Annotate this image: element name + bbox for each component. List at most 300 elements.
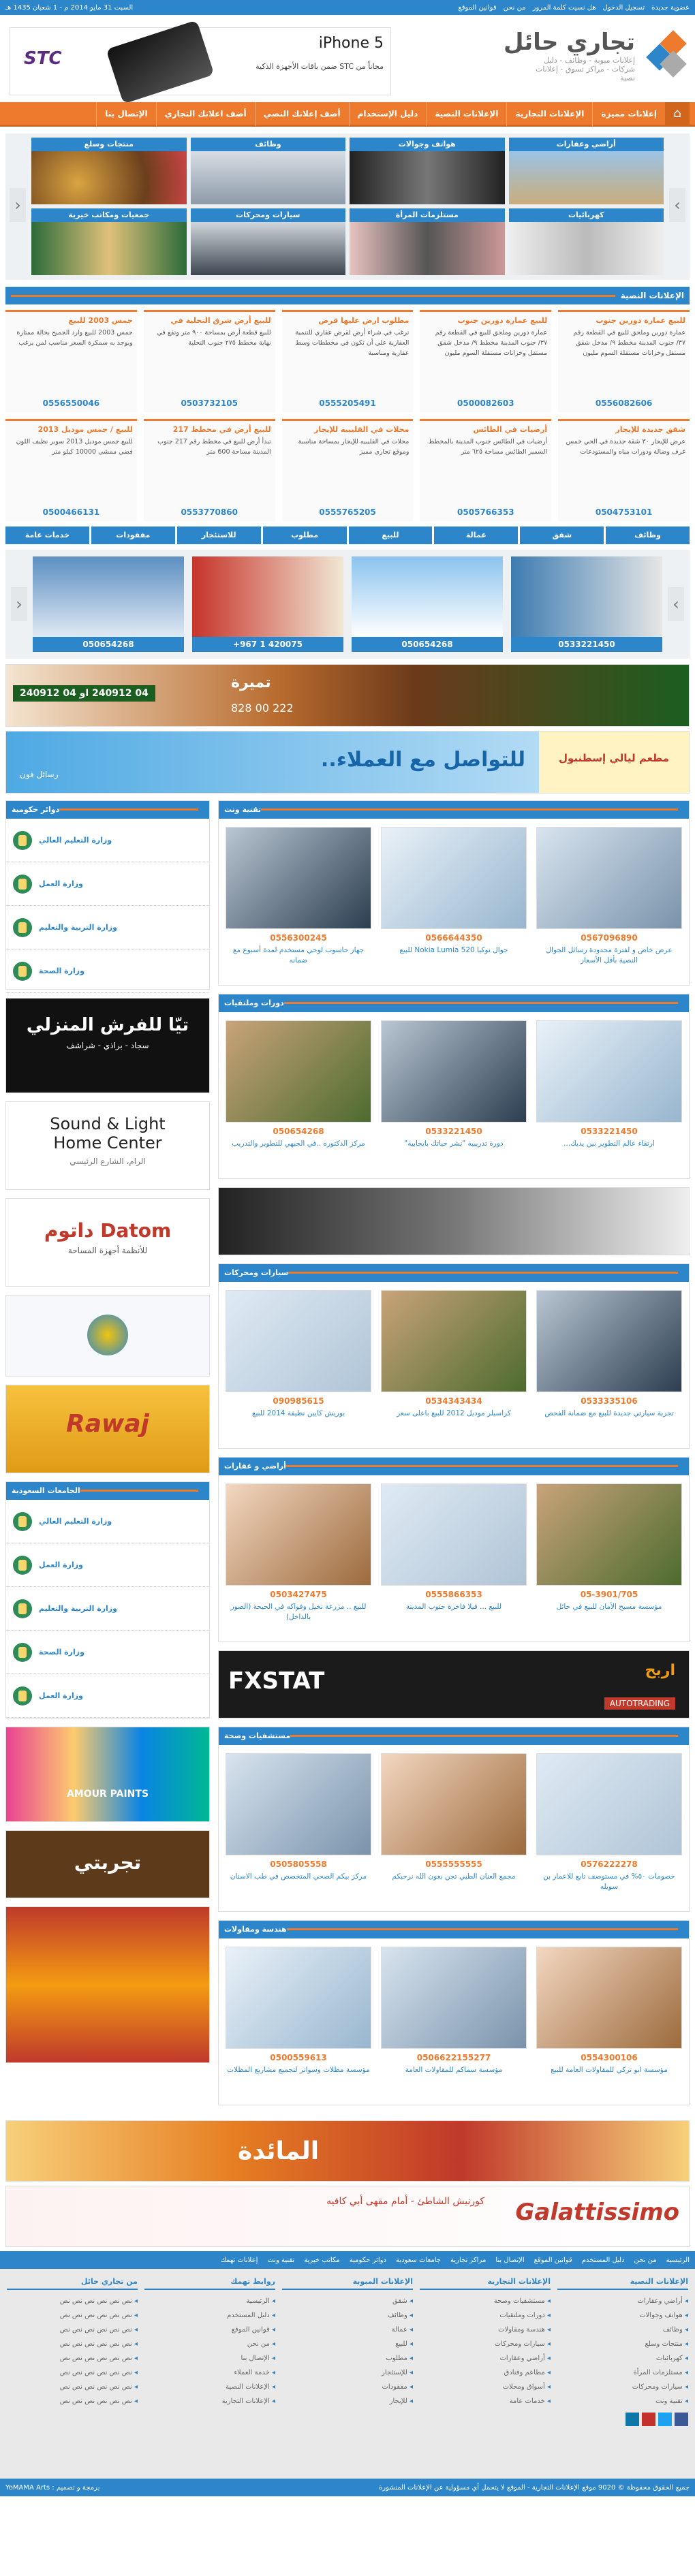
jobs-image-icon (191, 151, 346, 204)
product-image-icon (381, 1290, 527, 1392)
main-nav (0, 102, 695, 127)
product-phone: 050654268 (273, 1127, 324, 1136)
ministry-item[interactable]: وزارة التعليم العالي (6, 819, 209, 862)
footer-link[interactable]: ◂ للبيع (282, 2337, 413, 2351)
section-box (218, 1263, 690, 1449)
datom-ad[interactable]: Datom داتوم للأنظمة أجهزة المساحة (5, 1198, 210, 1287)
universities-box: الجامعات السعودية وزارة التعليم العالي وزارة العمل وزارة التربية والتعليم وزارة الصحة وزارة العمل (5, 1481, 210, 1718)
category-real-estate[interactable]: أراضي وعقارات (509, 138, 664, 204)
emblem-icon (13, 1643, 32, 1662)
maida-banner[interactable]: المائدة (5, 2120, 690, 2182)
emblem-icon (13, 1686, 32, 1706)
sms-banner-sub: رسائل فون (20, 770, 59, 779)
tab-lost[interactable]: مفقودات (91, 527, 175, 544)
footer-link[interactable]: ◂ نص نص نص نص نص نص (7, 2337, 138, 2351)
text-ad-card[interactable] (144, 419, 275, 521)
emblem-icon (13, 918, 32, 937)
product-title: مؤسسة سماكم للمقاولات العامة (405, 2066, 503, 2074)
nav-contact[interactable]: الإتصال بنا (96, 101, 155, 126)
thumb-item[interactable]: 0533221450 (511, 556, 662, 652)
about-link[interactable]: من نحن (503, 3, 526, 12)
bakery-phone: 04 240912 او 04 240912 (13, 685, 155, 702)
footer-nav-link[interactable]: تقنية ونت (267, 2256, 295, 2264)
text-ad-card[interactable] (282, 419, 414, 521)
gelato-banner[interactable]: Galattissimo كورنيش الشاطئ - أمام مقهى أبي كافيه (5, 2186, 690, 2247)
footer-nav-link[interactable]: الرئيسية (666, 2256, 690, 2264)
ad-desc: ترغب في شراء أرض لقرض عقاري للتنمية العقارية علي أن تكون في مخططات وسط عقارية ومناسبة (295, 329, 410, 357)
footer-link[interactable]: ◂ الإتصال بنا (144, 2351, 275, 2366)
fxstat-banner[interactable] (218, 1650, 690, 1718)
product-image-icon (226, 827, 371, 929)
product-card[interactable] (536, 827, 682, 977)
product-phone: 0503427475 (270, 1590, 327, 1599)
classified-tabs (5, 527, 690, 544)
ad-title: للبيع أرض في مخطط 217 (172, 425, 271, 434)
category-electronics[interactable]: كهربائيات (509, 208, 664, 275)
fxstat-name: FXSTAT (228, 1667, 325, 1695)
category-cars[interactable]: سيارات ومحركات (191, 208, 346, 275)
site-logo[interactable] (504, 29, 685, 82)
twitter-icon[interactable] (658, 2413, 672, 2426)
ad-title: أرضيات في الطائس (473, 425, 548, 434)
sidebar (5, 800, 210, 2114)
product-card[interactable] (226, 1290, 371, 1440)
university-item[interactable]: وزارة التربية والتعليم (6, 1587, 209, 1631)
footer-column-title: روابط تهمك (144, 2277, 275, 2290)
product-card[interactable] (226, 827, 371, 977)
product-image-icon (226, 1947, 371, 2049)
ministry-item[interactable]: وزارة التربية والتعليم (6, 906, 209, 949)
footer-link[interactable]: ◂ مطاعم وفنادق (420, 2366, 551, 2380)
header (0, 15, 695, 102)
charity-image-icon (31, 222, 187, 275)
text-ad-card[interactable] (420, 419, 551, 521)
product-image-icon (226, 1753, 371, 1855)
product-image-icon (226, 1483, 371, 1586)
furniture-ad[interactable]: تيّا للفرش المنزلي سجاد - براذي - شراشف (5, 998, 210, 1093)
product-phone: 0576222278 (581, 1859, 638, 1869)
section-title: أراضي و عقارات (224, 1462, 286, 1471)
footer-column-title: الإعلانات النصية (557, 2277, 688, 2290)
product-title: ارتقاء عالم التطوير بين يديك... (563, 1140, 655, 1148)
ministry-item[interactable]: وزارة الصحة (6, 949, 209, 993)
footer-link[interactable]: ◂ دورات وملتقيات (420, 2308, 551, 2323)
ad-phone: 0555205491 (319, 398, 376, 408)
footer-link[interactable]: ◂ نص نص نص نص نص نص (7, 2366, 138, 2380)
product-card[interactable] (381, 1947, 527, 2096)
footer-link[interactable]: ◂ سيارات ومحركات (420, 2337, 551, 2351)
ad-phone: 0553770860 (181, 507, 238, 517)
footer-column-title: من تجاري حائل (7, 2277, 138, 2290)
footer-link[interactable]: ◂ نص نص نص نص نص نص (7, 2380, 138, 2394)
footer-link[interactable]: ◂ كهربائيات (557, 2351, 688, 2366)
rules-link[interactable]: قوانين الموقع (458, 3, 497, 12)
nav-guide[interactable]: دليل الإستخدام (349, 101, 427, 126)
category-phones[interactable]: هواتف وجوالات (350, 138, 505, 204)
section-box (218, 1920, 690, 2105)
nav-add-text-ad[interactable]: أضف إعلانك النصي (255, 101, 349, 126)
nav-text-ads[interactable]: الإعلانات النصية (426, 101, 506, 126)
footer-link[interactable]: ◂ نص نص نص نص نص نص (7, 2308, 138, 2323)
text-ad-card[interactable] (5, 419, 137, 521)
ad-title: مطلوب ارض عليها قرض (318, 316, 410, 325)
youtube-icon[interactable] (642, 2413, 655, 2426)
footer-column-title: الإعلانات المبوبة (282, 2277, 413, 2290)
footer-link[interactable]: ◂ مستشفيات وصحة (420, 2294, 551, 2308)
watches-banner[interactable] (218, 1187, 690, 1255)
text-ads-header: الإعلانات النصية (5, 287, 690, 304)
sms-banner[interactable] (5, 731, 690, 794)
sound-light-ad[interactable]: Sound & Light Home Center الرام، الشارع الرئيسي (5, 1101, 210, 1190)
section-title: سيارات ومحركات (224, 1268, 289, 1277)
ad-title: جمس 2003 للبيع (68, 316, 133, 325)
bakery-banner[interactable] (5, 664, 690, 727)
university-item[interactable]: وزارة التعليم العالي (6, 1500, 209, 1543)
footer-link[interactable]: ◂ وظائف (557, 2323, 688, 2337)
slider-next-icon[interactable]: › (669, 188, 685, 222)
product-title: للبيع .. مزرعة نخيل وفواكه في الحيحة (الصور بالداخل) (230, 1603, 367, 1621)
thumb-item[interactable]: 050654268 (33, 556, 184, 652)
section-box (218, 800, 690, 986)
footer-link[interactable]: ◂ نص نص نص نص نص نص (7, 2294, 138, 2308)
cars-image-icon (191, 222, 346, 275)
banner-text: مجاناً من STC ضمن باقات الأجهزة الذكية (256, 62, 384, 71)
section-title: هندسة ومقاولات (224, 1925, 287, 1934)
footer-link[interactable]: ◂ قوانين الموقع (144, 2323, 275, 2337)
footer-column (7, 2277, 138, 2470)
restaurant-ad: مطعم ليالي إسطنبول (539, 732, 689, 794)
emblem-icon (13, 962, 32, 981)
ad-phone: 0556082606 (595, 398, 653, 408)
sms-banner-text: للتواصل مع العملاء.. (320, 748, 525, 772)
text-ad-card[interactable] (282, 310, 414, 412)
thumb-image-icon (352, 556, 503, 637)
footer-column (557, 2277, 688, 2470)
text-ad-card[interactable] (420, 310, 551, 412)
section-box (218, 1457, 690, 1642)
ad-phone: 0555765205 (319, 507, 376, 517)
tab-labor[interactable]: عمالة (434, 527, 518, 544)
footer-nav-link[interactable]: دليل المستخدم (581, 2256, 625, 2264)
ad-phone: 0504753101 (595, 507, 653, 517)
ad-desc: عمارة دورين وملحق للبيع في القطعة رقم ٣٧/ جنوب المدينة مخطط ٩/ مدخل شقق مستقل وخزانات مستقلة السوم مليون (573, 329, 685, 357)
main-content (5, 800, 690, 2114)
product-image-icon (381, 1020, 527, 1122)
emblem-icon (13, 1599, 32, 1618)
footer-nav-link[interactable]: قوانين الموقع (534, 2256, 572, 2264)
tajribati-ad[interactable]: تجربتي (5, 1830, 210, 1898)
product-phone: 0533335106 (581, 1396, 638, 1406)
product-card[interactable] (536, 1290, 682, 1440)
footer-link[interactable]: ◂ سيارات ومحركات (557, 2380, 688, 2394)
product-phone: 0505805558 (270, 1859, 327, 1869)
footer-link[interactable]: ◂ مستلزمات المرأة (557, 2366, 688, 2380)
product-title: خصومات ٥٠% في مستوصف تابع للاعمار بن سويله (543, 1872, 675, 1891)
bakery-name: تميرة (231, 674, 271, 691)
product-card[interactable] (226, 1753, 371, 1903)
ad-phone: 0500466131 (42, 507, 100, 517)
thumbs-next-icon[interactable]: › (668, 587, 684, 621)
phones-image-icon (350, 151, 505, 204)
rawaj-ad[interactable]: Rawaj (5, 1385, 210, 1473)
ad-phone: 0503732105 (181, 398, 238, 408)
copyright-text: جميع الحقوق محفوظة © 9020 موقع الإعلانات التجارية - الموقع لا يتحمل أي مسؤولية عن الإعلانات المنشورة (379, 2483, 690, 2492)
stc-logo: STC (24, 48, 62, 69)
thumb-image-icon (511, 556, 662, 637)
ad-desc: أرضيات في الطائس جنوب المدينة بالمخطط السمير الطائس مساحة ٦٢٥ متر (428, 438, 548, 456)
footer-nav-link[interactable]: مراكز تجارية (450, 2256, 486, 2264)
product-card[interactable] (536, 1753, 682, 1903)
product-title: مؤسسة مظلات وسواتر لتجميع مشاريع المظلات (227, 2066, 370, 2074)
food-ad[interactable] (5, 1906, 210, 2063)
ad-title: للبيع عمارة دورين جنوب (457, 316, 548, 325)
electronics-image-icon (509, 222, 664, 275)
ad-phone: 0505766353 (457, 507, 514, 517)
ad-phone: 0500082603 (457, 398, 514, 408)
charity-logo-ad[interactable] (5, 1295, 210, 1377)
footer-link[interactable]: ◂ وظائف (282, 2308, 413, 2323)
product-card[interactable] (381, 1290, 527, 1440)
ad-title: للبيع أرض شرق التحلية في (170, 316, 271, 325)
footer-link[interactable]: ◂ خدمة العملاء (144, 2366, 275, 2380)
product-title: بوريش كايين نظيفة 2014 للبيع (251, 1409, 345, 1417)
section-box (218, 994, 690, 1179)
product-title: كراسيلر موديل 2012 للبيع باعلى سعر (397, 1409, 511, 1417)
slider-prev-icon[interactable]: ‹ (10, 188, 26, 222)
top-links (458, 4, 690, 12)
footer-nav-link[interactable]: من نحن (634, 2256, 657, 2264)
product-title: مؤسسة ابو تركي للمقاولات العامة للبيع (551, 2066, 668, 2074)
product-image-icon (536, 1020, 682, 1122)
footer-link[interactable]: ◂ أراضي وعقارات (557, 2294, 688, 2308)
footer-link[interactable]: ◂ أسواق ومحلات (420, 2380, 551, 2394)
product-phone: 0533221450 (581, 1127, 638, 1136)
forgot-password-link[interactable]: هل نسيت كلمة المرور (532, 3, 596, 12)
footer-link[interactable]: ◂ تقنية ونت (557, 2394, 688, 2408)
footer-link[interactable]: ◂ مفقودات (282, 2380, 413, 2394)
category-women[interactable]: مستلزمات المرأة (350, 208, 505, 275)
fxstat-sub: AUTOTRADING (604, 1697, 675, 1710)
footer-link[interactable]: ◂ هندسة ومقاولات (420, 2323, 551, 2337)
section-box (218, 1727, 690, 1912)
nav-add-commercial-ad[interactable]: أضف اعلانك التجاري (156, 101, 255, 126)
text-ads-grid (5, 310, 690, 521)
thumb-image-icon (33, 556, 184, 637)
women-image-icon (350, 222, 505, 275)
product-card[interactable] (536, 1947, 682, 2096)
ad-desc: عرض للإيجار ٣٠ شقة جديدة في الحي خمس غرف وصالة ودورات مياه والمستودعات (566, 438, 685, 456)
university-item[interactable]: وزارة العمل (6, 1674, 209, 1718)
featured-thumbs (5, 550, 690, 659)
home-icon[interactable]: ⌂ (665, 101, 690, 126)
product-card[interactable] (226, 1020, 371, 1170)
credit-text: برمجة و تصميم : YoMAMA Arts (5, 2483, 100, 2492)
footer-link[interactable]: ◂ هواتف وجوالات (557, 2308, 688, 2323)
category-charity[interactable]: جمعيات ومكاتب خيرية (31, 208, 187, 275)
footer-link[interactable]: ◂ نص نص نص نص نص نص (7, 2351, 138, 2366)
tab-apartments[interactable]: شقق (520, 527, 604, 544)
footer-column (144, 2277, 275, 2470)
product-title: مركز بيكم الصحي المتخصص في طب الاسنان (230, 1872, 367, 1881)
phone-image-icon (106, 20, 214, 104)
product-phone: 0534343434 (425, 1396, 482, 1406)
product-image-icon (536, 1483, 682, 1586)
product-image-icon (536, 1753, 682, 1855)
footer-nav (0, 2251, 695, 2269)
product-phone: 0554300106 (581, 2053, 638, 2062)
fxstat-tag: اربح (645, 1662, 675, 1679)
product-card[interactable] (226, 1947, 371, 2096)
footer-link[interactable]: ◂ نص نص نص نص نص نص (7, 2323, 138, 2337)
register-link[interactable]: عضوية جديدة (651, 3, 690, 12)
category-jobs[interactable]: وظائف (191, 138, 346, 204)
text-ad-card[interactable] (558, 310, 690, 412)
product-image-icon (536, 1290, 682, 1392)
linkedin-icon[interactable] (626, 2413, 639, 2426)
section-title: دورات وملتقيات (224, 999, 284, 1007)
product-phone: 0555555555 (425, 1859, 482, 1869)
emblem-icon (13, 831, 32, 850)
date-text: السبت 31 مايو 2014 م - 1 شعبان 1435 هـ (5, 3, 134, 12)
product-card[interactable] (381, 1753, 527, 1903)
product-image-icon (381, 827, 527, 929)
footer-link[interactable]: ◂ الإعلانات النصية (144, 2380, 275, 2394)
bakery-number: 222 00 828 (231, 702, 294, 714)
footer-link[interactable]: ◂ شقق (282, 2294, 413, 2308)
emblem-icon (13, 1512, 32, 1531)
product-title: جوال نوكيا Nokia Lumia 520 للبيع (399, 946, 508, 954)
footer-link[interactable]: ◂ دليل المستخدم (144, 2308, 275, 2323)
logo-icon (642, 34, 685, 78)
footer-nav-link[interactable]: جامعات سعودية (395, 2256, 441, 2264)
product-phone: 0556300245 (270, 933, 327, 943)
footer-column (282, 2277, 413, 2470)
thumb-item[interactable]: 420075 1 967+ (192, 556, 343, 652)
footer-nav-link[interactable]: مكاتب خيرية (304, 2256, 340, 2264)
product-image-icon (381, 1947, 527, 2049)
charity-logo-icon (87, 1315, 128, 1355)
footer-link[interactable]: ◂ نص نص نص نص نص نص (7, 2394, 138, 2408)
product-card[interactable] (381, 1483, 527, 1633)
text-ad-card[interactable] (5, 310, 137, 412)
product-card[interactable] (381, 827, 527, 977)
product-card[interactable] (536, 1020, 682, 1170)
product-title: جهاز حاسوب لوحي مستخدم لمدة أسبوع مع ضمانه (232, 946, 365, 964)
footer-link[interactable]: ◂ الإعلانات التجارية (144, 2394, 275, 2408)
tab-jobs[interactable]: وظائف (606, 527, 690, 544)
ministry-item[interactable]: وزارة العمل (6, 862, 209, 906)
tab-for-sale[interactable]: للبيع (349, 527, 433, 544)
sections-column (218, 800, 690, 2114)
section-title: تقنية ونت (224, 805, 262, 814)
footer-link[interactable]: ◂ خدمات عامة (420, 2394, 551, 2408)
footer-link[interactable]: ◂ للإستئجار (282, 2366, 413, 2380)
category-slider (5, 133, 690, 280)
product-phone: 090985615 (273, 1396, 324, 1406)
footer-link[interactable]: ◂ أراضي وعقارات (420, 2351, 551, 2366)
category-products[interactable]: منتجات وسلع (31, 138, 187, 204)
ad-title: محلات في القليبيه للإيجار (313, 425, 410, 434)
product-card[interactable] (226, 1483, 371, 1633)
footer-link[interactable]: ◂ عمالة (282, 2323, 413, 2337)
emblem-icon (13, 875, 32, 894)
university-item[interactable]: وزارة الصحة (6, 1631, 209, 1674)
product-image-icon (381, 1483, 527, 1586)
nav-commercial[interactable]: الإعلانات التجارية (506, 101, 592, 126)
ad-desc: عمارة دورين وملحق للبيع في القطعة رقم ٣٧/ جنوب المدينة مخطط ٩/ مدخل شقق مستقل وخزانات مستقلة السوم مليون (435, 329, 548, 357)
product-phone: 0555866353 (425, 1590, 482, 1599)
ad-desc: محلات في القليبيه للإيجار بمساحة مناسبة وموقع تجاري مميز (298, 438, 410, 456)
footer-link[interactable]: ◂ من نحن (144, 2337, 275, 2351)
product-title: دورة تدريبية "نشر حياتك بايجابية" (404, 1140, 504, 1148)
footer-link[interactable]: ◂ للإيجار (282, 2394, 413, 2408)
footer-column-title: الإعلانات التجارية (420, 2277, 551, 2290)
product-title: للبيع ... فيلا فاخرة جنوب المدينة (405, 1603, 502, 1611)
ad-title: شقق جديدة للإيجار (615, 425, 685, 434)
amour-paints-ad[interactable]: AMOUR PAINTS (5, 1727, 210, 1822)
product-title: مركز الدكتوره ..في الجبهي للتطوير والتدريب (232, 1140, 365, 1148)
product-phone: 0566644350 (425, 933, 482, 943)
ad-desc: جمس 2003 للبيع وارد الجميح بحالة ممتازة ويوجد به سمكرة السعر مناسب لمن يرغب (16, 329, 133, 347)
top-bar (0, 0, 695, 15)
product-image-icon (226, 1290, 371, 1392)
thumbs-prev-icon[interactable]: ‹ (11, 587, 27, 621)
text-ad-card[interactable] (144, 310, 275, 412)
product-title: مؤسسة مسبح الأمان للبيع في حائل (556, 1603, 662, 1611)
footer-link[interactable]: ◂ الرئيسية (144, 2294, 275, 2308)
ad-title: للبيع عمارة دورين جنوب (596, 316, 685, 325)
footer-nav-link[interactable]: إعلانات تهمك (220, 2256, 258, 2264)
footer-link[interactable]: ◂ منتجات وسلع (557, 2337, 688, 2351)
footer-nav-link[interactable]: دوائر حكومية (349, 2256, 386, 2264)
product-title: مجمع العنان الطبي تجن بعون الله نرحبكم (392, 1872, 516, 1881)
footer-link[interactable]: ◂ مطلوب (282, 2351, 413, 2366)
university-item[interactable]: وزارة العمل (6, 1543, 209, 1587)
header-banner[interactable] (10, 27, 391, 95)
login-link[interactable]: تسجيل الدخول (602, 3, 645, 12)
product-card[interactable] (381, 1020, 527, 1170)
facebook-icon[interactable] (675, 2413, 688, 2426)
product-image-icon (536, 827, 682, 929)
product-card[interactable] (536, 1483, 682, 1633)
real-estate-image-icon (509, 151, 664, 204)
product-phone: 0506622155277 (416, 2053, 491, 2062)
products-image-icon (31, 151, 187, 204)
product-title: تجربة سيارتي جديدة للبيع مع ضمانة الفحص (544, 1409, 674, 1417)
footer-nav-link[interactable]: الإتصال بنا (495, 2256, 525, 2264)
ad-phone: 0556550046 (42, 398, 100, 408)
ad-desc: تبدأ أرض للبيع في مخطط رقم 217 جنوب المدينة مساحة 600 متر (157, 438, 271, 456)
site-subtitle: إعلانات مبوبة - وظائف - دليل شركات - مراكز تسوق - إعلانات نصية (535, 56, 635, 82)
product-phone: 0533221450 (425, 1127, 482, 1136)
nav-featured[interactable]: إعلانات مميزة (592, 101, 665, 126)
product-phone: 0567096890 (581, 933, 638, 943)
gov-box: دوائر حكومية وزارة التعليم العالي وزارة العمل وزارة التربية والتعليم وزارة الصحة (5, 800, 210, 990)
product-image-icon (226, 1020, 371, 1122)
tab-services[interactable]: خدمات عامة (5, 527, 89, 544)
thumb-item[interactable]: 050654268 (352, 556, 503, 652)
product-phone: 0500559613 (270, 2053, 327, 2062)
copyright-bar (0, 2479, 695, 2496)
tab-rent[interactable]: للاستئجار (177, 527, 261, 544)
emblem-icon (13, 1556, 32, 1575)
tab-wanted[interactable]: مطلوب (263, 527, 347, 544)
site-title: تجاري حائل (504, 29, 635, 56)
banner-product: iPhone 5 (318, 35, 384, 52)
ad-desc: للبيع قطعة أرض بمساحة ٩٠٠ متر وتقع في نهاية مخطط ٢٧٥ جنوب التحلية (157, 329, 271, 347)
footer (0, 2269, 695, 2479)
text-ad-card[interactable] (558, 419, 690, 521)
